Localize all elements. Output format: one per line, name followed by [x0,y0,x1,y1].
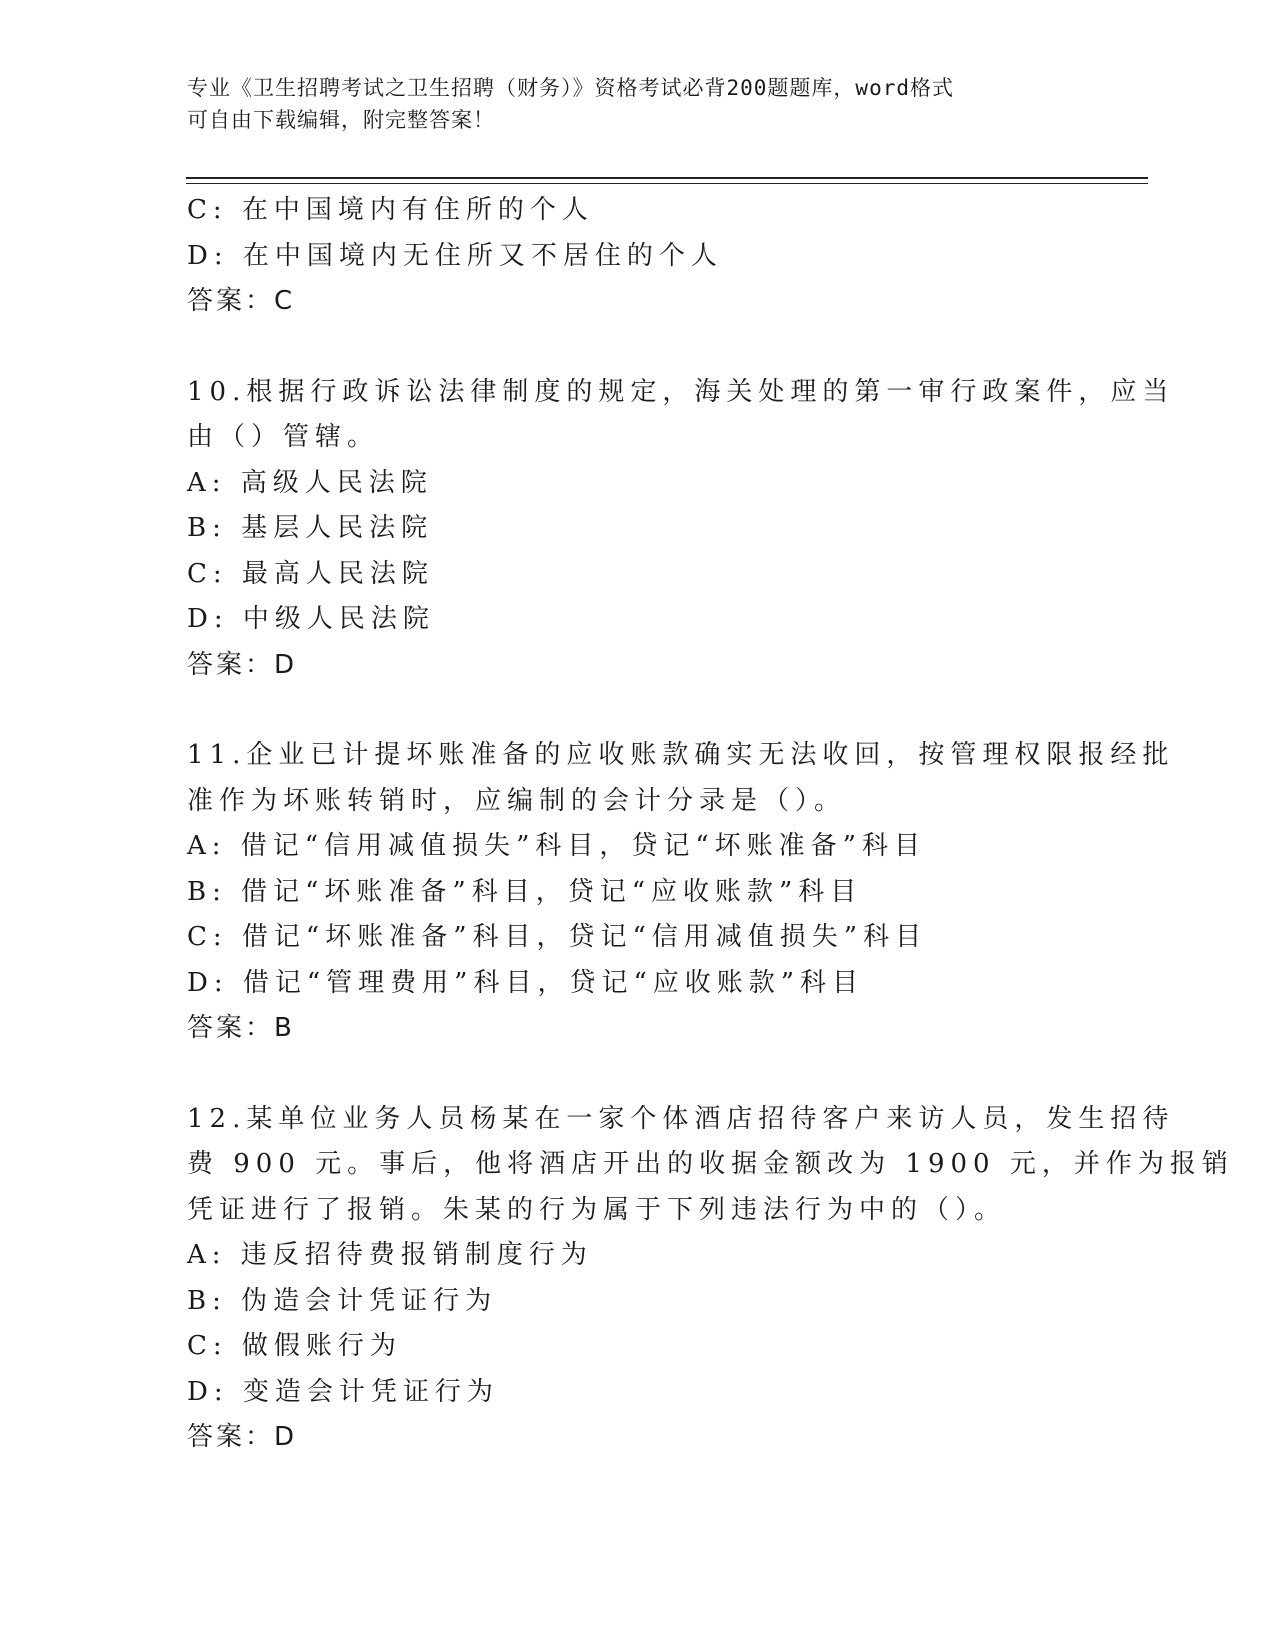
question-11 [187,733,1175,1052]
option-b: B: 借记“坏账准备”科目，贷记“应收账款”科目 [187,876,863,907]
option-b: B: 伪造会计凭证行为 [187,1285,498,1316]
spacer [187,1052,1087,1097]
question-stem-cont: 由（）管辖。 [187,422,380,452]
option-d: D: 变造会计凭证行为 [187,1376,499,1407]
question-9-partial [187,188,1087,325]
option-a: A: 高级人民法院 [187,467,433,498]
question-stem-cont: 凭证进行了报销。朱某的行为属于下列违法行为中的（）。 [187,1194,1007,1225]
question-stem-cont: 准作为坏账转销时，应编制的会计分录是（）。 [187,785,847,816]
question-stem: 12.某单位业务人员杨某在一家个体酒店招待客户来访人员，发生招待 [187,1103,1175,1134]
question-10 [187,370,1175,689]
option-c: C: 做假账行为 [187,1331,402,1361]
answer: 答案：C [187,286,296,316]
option-c: C: 最高人民法院 [187,558,434,589]
question-12 [187,1097,1234,1461]
option-b: B: 基层人民法院 [187,513,434,543]
header-line-1: 专业《卫生招聘考试之卫生招聘（财务）》资格考试必背200题题库，word格式 [187,76,954,100]
question-stem: 11.企业已计提坏账准备的应收账款确实无法收回，按管理权限报经批 [187,740,1175,770]
header-rule-thin [186,183,1148,184]
option-d: D: 在中国境内无住所又不居住的个人 [187,240,723,271]
option-a: A: 违反招待费报销制度行为 [187,1240,593,1270]
option-d: D: 中级人民法院 [187,604,435,634]
option-c: C: 在中国境内有住所的个人 [187,195,594,225]
option-d: D: 借记“管理费用”科目，贷记“应收账款”科目 [187,967,865,998]
spacer [187,325,1087,370]
question-stem: 10.根据行政诉讼法律制度的规定，海关处理的第一审行政案件，应当 [187,376,1175,407]
option-c: C: 借记“坏账准备”科目，贷记“信用减值损失”科目 [187,922,928,952]
answer: 答案：D [187,649,298,680]
question-stem-cont: 费 900 元。事后，他将酒店开出的收据金额改为 1900 元，并作为报销 [187,1149,1234,1179]
header-rule-thick [186,177,1148,179]
spacer [187,688,1087,733]
question-list [187,188,1234,1461]
option-a: A: 借记“信用减值损失”科目，贷记“坏账准备”科目 [187,831,926,861]
answer: 答案：B [187,1013,295,1043]
answer: 答案：D [187,1422,298,1452]
document-header [187,72,1067,136]
header-line-2: 可自由下载编辑，附完整答案！ [187,108,495,132]
